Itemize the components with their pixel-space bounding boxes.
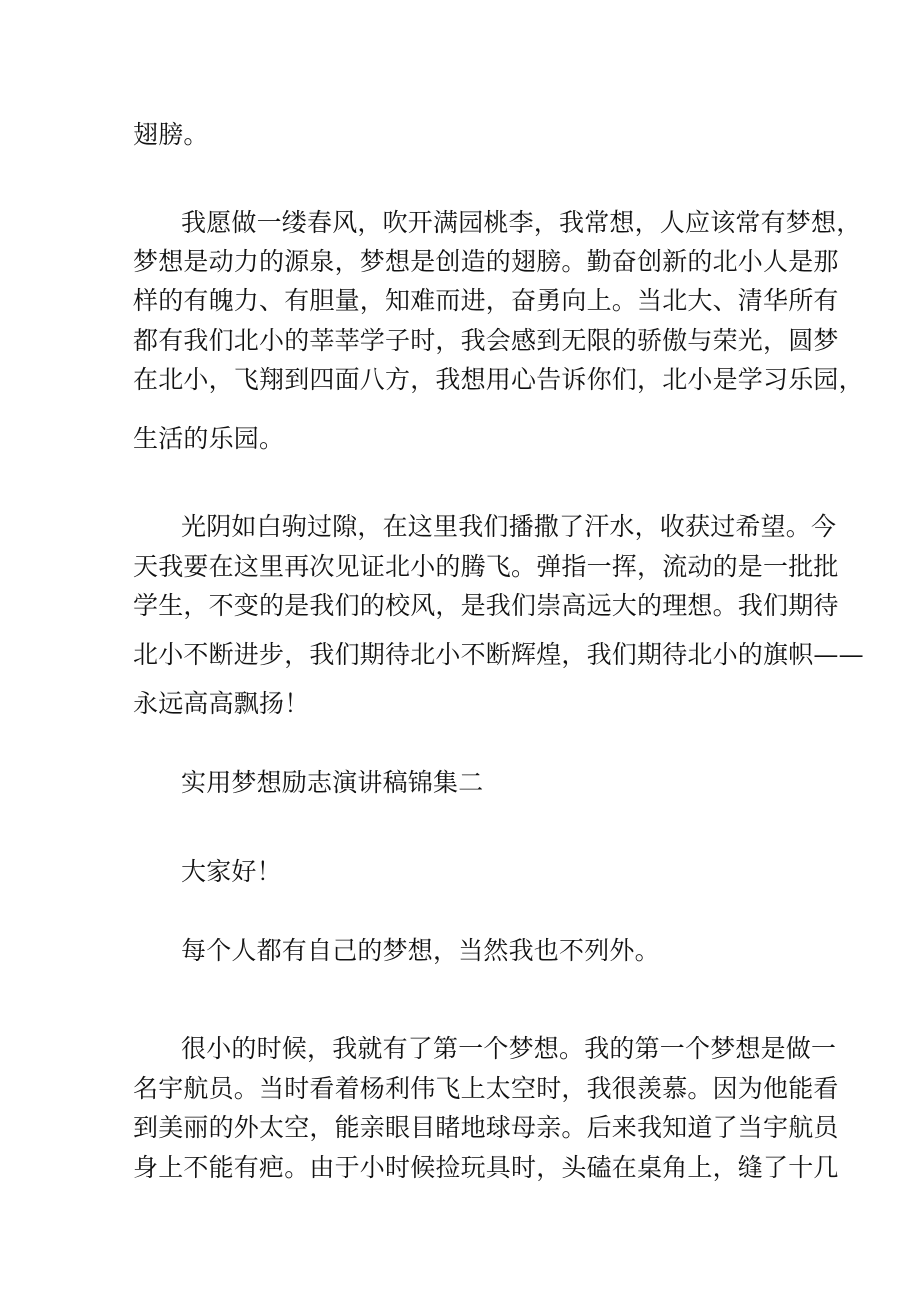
text-line: 翅膀。	[133, 120, 209, 149]
text-line: 生活的乐园。	[133, 424, 285, 453]
text-line: 我愿做一缕春风，吹开满园桃李，我常想，人应该常有梦想，	[181, 208, 862, 237]
greeting: 大家好！	[181, 857, 282, 886]
text-line: 梦想是动力的源泉，梦想是创造的翅膀。勤奋创新的北小人是那	[133, 247, 839, 276]
text-line: 身上不能有疤。由于小时候捡玩具时，头磕在桌角上，缝了十几	[133, 1153, 839, 1182]
text-line: 永远高高飘扬！	[133, 689, 310, 718]
text-line: 光阴如白驹过隙，在这里我们播撒了汗水，收获过希望。今	[181, 512, 837, 541]
text-line: 天我要在这里再次见证北小的腾飞。弹指一挥，流动的是一批批	[133, 552, 839, 581]
text-line: 学生，不变的是我们的校风，是我们崇高远大的理想。我们期待	[133, 591, 839, 620]
section-heading: 实用梦想励志演讲稿锦集二	[181, 768, 484, 797]
text-line: 北小不断进步，我们期待北小不断辉煌，我们期待北小的旗帜——	[133, 640, 864, 669]
text-line: 名宇航员。当时看着杨利伟飞上太空时，我很羡慕。因为他能看	[133, 1074, 839, 1103]
text-line: 很小的时候，我就有了第一个梦想。我的第一个梦想是做一	[181, 1034, 837, 1063]
text-line: 每个人都有自己的梦想，当然我也不列外。	[181, 936, 660, 965]
text-line: 在北小，飞翔到四面八方，我想用心告诉你们，北小是学习乐园，	[133, 365, 864, 394]
text-line: 到美丽的外太空，能亲眼目睹地球母亲。后来我知道了当宇航员	[133, 1113, 839, 1142]
text-line: 样的有魄力、有胆量，知难而进，奋勇向上。当北大、清华所有	[133, 286, 839, 315]
text-line: 都有我们北小的莘莘学子时，我会感到无限的骄傲与荣光，圆梦	[133, 326, 839, 355]
